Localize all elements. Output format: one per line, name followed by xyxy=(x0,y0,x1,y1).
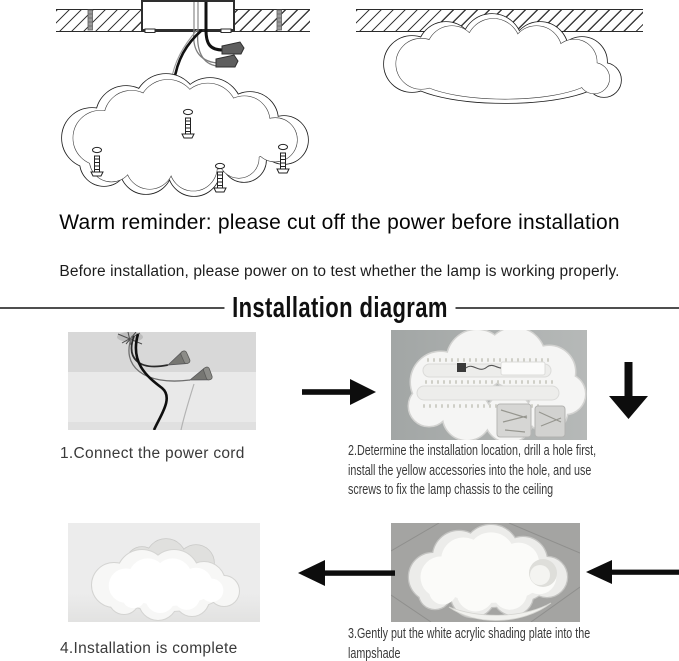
note-text: Before installation, please power on to test whether the lamp is working properly. xyxy=(59,263,620,280)
lamp-base-cloud-drawing xyxy=(62,74,308,196)
wire-nut-icon xyxy=(165,350,190,371)
step4-photo xyxy=(68,523,260,622)
step3-photo xyxy=(391,523,580,622)
step2-photo xyxy=(391,330,587,440)
wall-anchor-icon xyxy=(277,10,282,30)
step3-caption: 3.Gently put the white acrylic shading plate into the lampshade xyxy=(348,626,591,661)
wire-nut-icon xyxy=(216,55,238,67)
mounted-lamp-cloud-drawing xyxy=(384,14,621,103)
wall-anchor-icon xyxy=(88,10,93,30)
ring-recess xyxy=(529,559,557,587)
warning-text: Warm reminder: please cut off the power before installation xyxy=(59,211,620,234)
arrow-left-icon xyxy=(584,557,679,587)
power-wires xyxy=(171,30,223,82)
arrow-down-icon xyxy=(606,360,650,422)
step1-wires xyxy=(129,334,194,430)
junction-box xyxy=(142,1,234,33)
wire-nut-icon xyxy=(222,42,244,54)
arrow-left-icon xyxy=(296,558,398,588)
step1-photo xyxy=(68,332,256,430)
top-installation-drawings xyxy=(0,0,679,210)
accessory-bags xyxy=(497,404,565,437)
section-title-label: Installation diagram xyxy=(224,292,455,325)
step4-caption: 4.Installation is complete xyxy=(60,640,238,657)
arrow-right-icon xyxy=(300,377,378,407)
step1-caption: 1.Connect the power cord xyxy=(60,445,245,462)
section-title xyxy=(0,292,679,325)
step2-caption: 2.Determine the installation location, drill a hole first, install the yellow accessories into the hole, and use screws to fix the lamp chassis to the ceiling xyxy=(348,443,597,498)
wire-nut-icon xyxy=(188,366,213,386)
